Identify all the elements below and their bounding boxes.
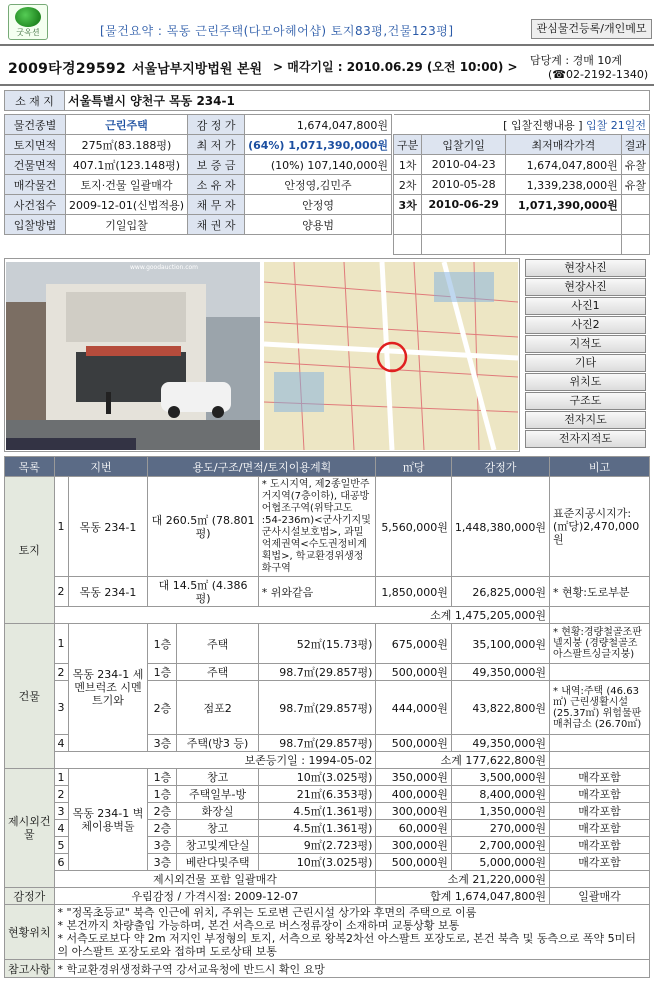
reference-label: 참고사항: [5, 960, 55, 978]
info-label: 매각물건: [5, 175, 66, 195]
info-value: 2009-12-01(신법적용): [65, 195, 187, 215]
info-label: 채 무 자: [187, 195, 244, 215]
info-value: 근린주택: [65, 115, 187, 135]
info-label: 사건접수: [5, 195, 66, 215]
top-bar: [0, 0, 654, 46]
info-label: 보 증 금: [187, 155, 244, 175]
info-value: 275㎡(83.188평): [65, 135, 187, 155]
photo-menu: [525, 259, 646, 449]
land-label: 토지: [5, 477, 55, 624]
location-label: 현황위치: [5, 905, 55, 960]
info-table: [4, 114, 392, 235]
info-value: 407.1㎡(123.148평): [65, 155, 187, 175]
location-line: * 본건까지 차량출입 가능하며, 본건 서측으로 버스정류장이 소재하며 교통상황 보통: [57, 919, 460, 932]
info-label: 토지면적: [5, 135, 66, 155]
info-label: 건물면적: [5, 155, 66, 175]
property-summary: [물건요약 : 목동 근린주택(다모아헤어샵) 토지83평,건물123평]: [100, 24, 454, 38]
photo-watermark: www.goodauction.com: [130, 264, 199, 271]
info-value: (10%) 107,140,000원: [245, 155, 392, 175]
info-value: 토지·건물 일괄매각: [65, 175, 187, 195]
photo-tab-button[interactable]: 현장사진: [525, 259, 646, 277]
column-header: 감정가: [451, 457, 549, 477]
photo-tab-button[interactable]: 전자지적도: [525, 430, 646, 448]
detail-table: 목록 지번 용도/구조/면적/토지이용계획 ㎡당 감정가 비고 토지 1 목동 234-1 대 260.5㎡ (78.801평) * 도시지역, 제2종일반주거지역(7층이하), 대공방어협조구역(위탁고도 :54-236m)<군사기지및군사시설보호법>, 과밀억제권역<수도권정비계획법>, 학교환경위생정화구역 5,560,000원 1,448,380,000원 표준지공시지가: (㎡당)2,470,000원 2 목동 234-1 대 14.5㎡ (4.386평) * 위와같음 1,850,000원 26,825,000원 * 현황:도로부분 소계 1,475,205,000원 건물 1 목동 234-1 세멘브럭조 시멘트기와 1층 주택 52㎡(15.73평) 675,000원 35,100,000원 * 현황:경량철골조판넬지붕 (경량철골조 아스팔트싱글지붕) 2 1층 주택 98.7㎡(29.857평) 500,000원 49,350,000원 3 2층 점포2 98.7㎡(29.857평) 444,000원 43,822,800원 * 내역:주택 (46.63㎡) 근린생활시설 (25.37㎡) 위험물판매취급소 (26.70㎡) 4 3층 주택(방3 등) 98.7㎡(29.857평) 500,000원 49,350,000원 보존등기일 : 1994-05-02 소계 177,622,800원 제시외건물 1 목동 234-1 벽체이용벽돌 1층 창고 10㎡(3.025평) 350,000원 3,500,000원 매각포함 2 1층 주택일부-방 21㎡(6.353평) 400,000원 8,400,000원 매각포함 3 2층 화장실 4.5㎡(1.361평) 300,000원 1,350,000원 매각포함 4 2층 창고 4.5㎡(1.361평) 60,000원 270,000원 매각포함 5 3층 창고및계단실 9㎡(2.723평) 300,000원 2,700,000원 매각포함 6 3층 베란다및주택 10㎡(3.025평) 500,000원 5,000,000원 매각포함 제시외건물 포함 일괄매각 소계 21,220,000원 감정가 우림감정 / 가격시점: 2009-12-07 합계 1,674,047,800원 일괄매각 현황위치 * "정목초등교" 북측 인근에 위치, 주위는 도로변 근린시설 상가와 후면의 주택으로 이룸 * 본건까지 차량출입 가능하며, 본건 서측으로 버스정류장이 소재하며 교통상황 보통 * 서측도로보다 약 2m 저지인 부정형의 토지, 서측으로 왕복2차선 아스팔트 포장도로, 본건 북측 및 동측으로 폭약 5미터의 아스팔트 포장도로와 접하며 도로상태 보통 참고사항 * 학교환경위생정화구역 강서교육청에 반드시 확인 요망: [4, 456, 650, 978]
photo-tab-button[interactable]: 전자지도: [525, 411, 646, 429]
photo-tab-button[interactable]: 현장사진: [525, 278, 646, 296]
info-value: 1,674,047,800원: [245, 115, 392, 135]
info-value: 안정영,김민주: [245, 175, 392, 195]
site-logo[interactable]: 굿옥션: [8, 4, 48, 40]
photo-tab-button[interactable]: 구조도: [525, 392, 646, 410]
location-line: * "정목초등교" 북측 인근에 위치, 주위는 도로변 근린시설 상가와 후면의 주택으로 이룸: [57, 906, 477, 919]
info-label: 최 저 가: [187, 135, 244, 155]
department: 담당계 : 경매 10계: [530, 54, 622, 67]
info-label: 물건종별: [5, 115, 66, 135]
favorite-memo-button[interactable]: 관심물건등록/개인메모: [531, 19, 652, 39]
photo-tab-button[interactable]: 위치도: [525, 373, 646, 391]
case-bar: [0, 48, 654, 86]
info-label: 감 정 가: [187, 115, 244, 135]
column-header: 용도/구조/면적/토지이용계획: [148, 457, 376, 477]
photo-tab-button[interactable]: 사진2: [525, 316, 646, 334]
department-phone: (☎02-2192-1340): [548, 68, 649, 81]
column-header: 비고: [550, 457, 650, 477]
info-value: (64%) 1,071,390,000원: [245, 135, 392, 155]
info-label: 입찰방법: [5, 215, 66, 235]
bidding-table: [ 입찰진행내용 ] 입찰 21일전 구분 입찰기일 최저매각가격 결과 1차 2010-04-23 1,674,047,800원 유찰 2차 2010-05-28 1,339,238,000원 유찰 3차 2010-06-29 1,071,390,000원: [393, 114, 650, 255]
site-photo[interactable]: [6, 262, 260, 450]
column-header: 지번: [54, 457, 148, 477]
extra-building-label: 제시외건물: [5, 769, 55, 888]
court-name: 서울남부지방법원 본원: [132, 62, 263, 77]
appraisal-label: 감정가: [5, 888, 55, 905]
location-map[interactable]: [264, 262, 518, 450]
photo-tab-button[interactable]: 사진1: [525, 297, 646, 315]
info-label: 채 권 자: [187, 215, 244, 235]
photo-tab-button[interactable]: 지적도: [525, 335, 646, 353]
case-number: 2009타경29592: [8, 61, 127, 77]
building-label: 건물: [5, 624, 55, 769]
info-label: 소 유 자: [187, 175, 244, 195]
info-value: 기일입찰: [65, 215, 187, 235]
column-header: ㎡당: [376, 457, 452, 477]
location-line: * 서측도로보다 약 2m 저지인 부정형의 토지, 서측으로 왕복2차선 아스팔트 포장도로, 본건 북측 및 동측으로 폭약 5미터의 아스팔트 포장도로와 접하며 도로상태 보통: [57, 932, 636, 958]
auction-date: > 매각기일 : 2010.06.29 (오전 10:00) >: [273, 60, 518, 74]
column-header: 목록: [5, 457, 55, 477]
info-value: 양용범: [245, 215, 392, 235]
address-row: 소 재 지 서울특별시 양천구 목동 234-1: [4, 90, 650, 111]
photo-tab-button[interactable]: 기타: [525, 354, 646, 372]
info-value: 안정영: [245, 195, 392, 215]
